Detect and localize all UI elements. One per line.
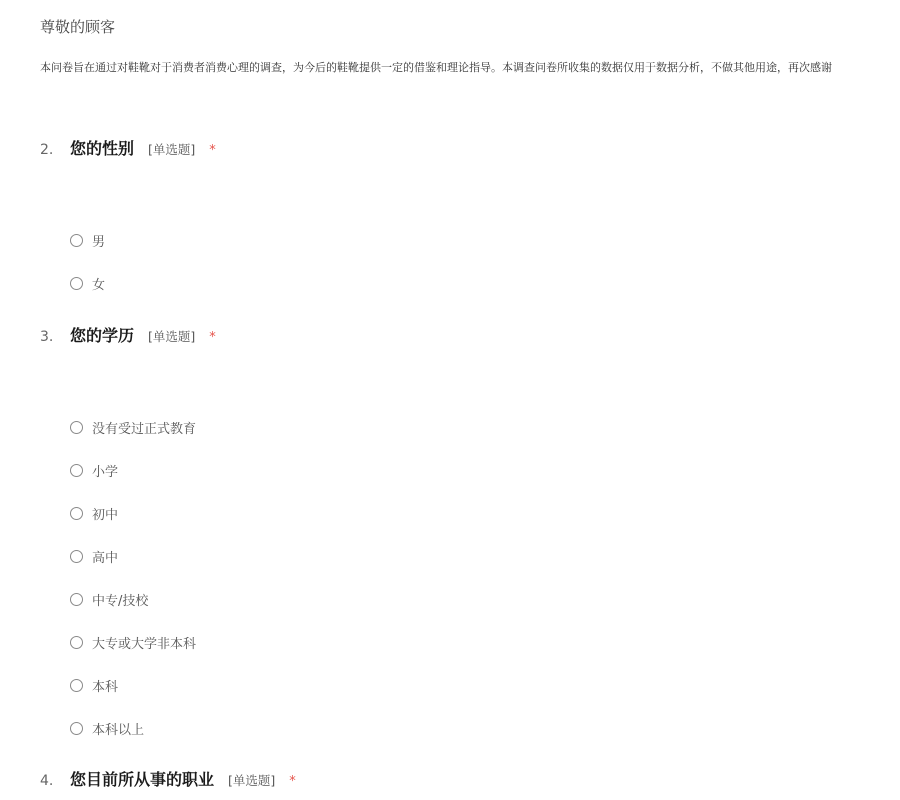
radio-button[interactable]: [70, 507, 83, 520]
greeting: 尊敬的顾客: [40, 18, 116, 36]
question-title: 您目前所从事的职业: [70, 770, 215, 789]
question-type: [单选题]: [148, 142, 196, 157]
option-label: 男: [92, 235, 106, 250]
option-no-formal-education[interactable]: [70, 418, 196, 437]
option-vocational[interactable]: [70, 590, 148, 609]
radio-button[interactable]: [70, 593, 83, 606]
option-label: 本科: [92, 680, 119, 695]
option-label: 没有受过正式教育: [92, 422, 197, 437]
survey-intro: 本问卷旨在通过对鞋靴对于消费者消费心理的调查，为今后的鞋靴提供一定的借鉴和理论指导。本调查问卷所收集的数据仅用于数据分析，不做其他用途，再次感谢: [40, 61, 832, 74]
question-occupation: [40, 767, 900, 790]
question-education: [40, 323, 900, 738]
radio-button[interactable]: [70, 636, 83, 649]
option-bachelor[interactable]: [70, 676, 118, 695]
radio-button[interactable]: [70, 550, 83, 563]
required-mark: *: [209, 143, 216, 158]
question-type: [单选题]: [148, 329, 196, 344]
option-above-bachelor[interactable]: [70, 719, 144, 738]
option-college-non-bachelor[interactable]: [70, 633, 196, 652]
question-header: [40, 136, 900, 159]
question-number: 4.: [40, 773, 54, 789]
question-number: 3.: [40, 329, 54, 345]
radio-button[interactable]: [70, 234, 83, 247]
question-header: [40, 323, 900, 346]
question-number: 2.: [40, 142, 54, 158]
option-label: 大专或大学非本科: [92, 637, 197, 652]
option-label: 中专/技校: [92, 594, 149, 609]
required-mark: *: [209, 330, 216, 345]
radio-button[interactable]: [70, 679, 83, 692]
option-label: 高中: [92, 551, 119, 566]
radio-button[interactable]: [70, 421, 83, 434]
option-male[interactable]: [70, 231, 105, 250]
option-label: 初中: [92, 508, 119, 523]
option-junior-high[interactable]: [70, 504, 118, 523]
option-primary-school[interactable]: [70, 461, 118, 480]
option-label: 女: [92, 278, 106, 293]
question-gender: [40, 136, 900, 293]
question-header: [40, 767, 900, 790]
radio-button[interactable]: [70, 722, 83, 735]
question-type: [单选题]: [228, 773, 276, 788]
radio-button[interactable]: [70, 464, 83, 477]
required-mark: *: [289, 774, 296, 789]
question-title: 您的性别: [70, 139, 135, 158]
question-title: 您的学历: [70, 326, 135, 345]
option-label: 小学: [92, 465, 119, 480]
option-high-school[interactable]: [70, 547, 118, 566]
radio-button[interactable]: [70, 277, 83, 290]
option-female[interactable]: [70, 274, 105, 293]
option-label: 本科以上: [92, 723, 145, 738]
